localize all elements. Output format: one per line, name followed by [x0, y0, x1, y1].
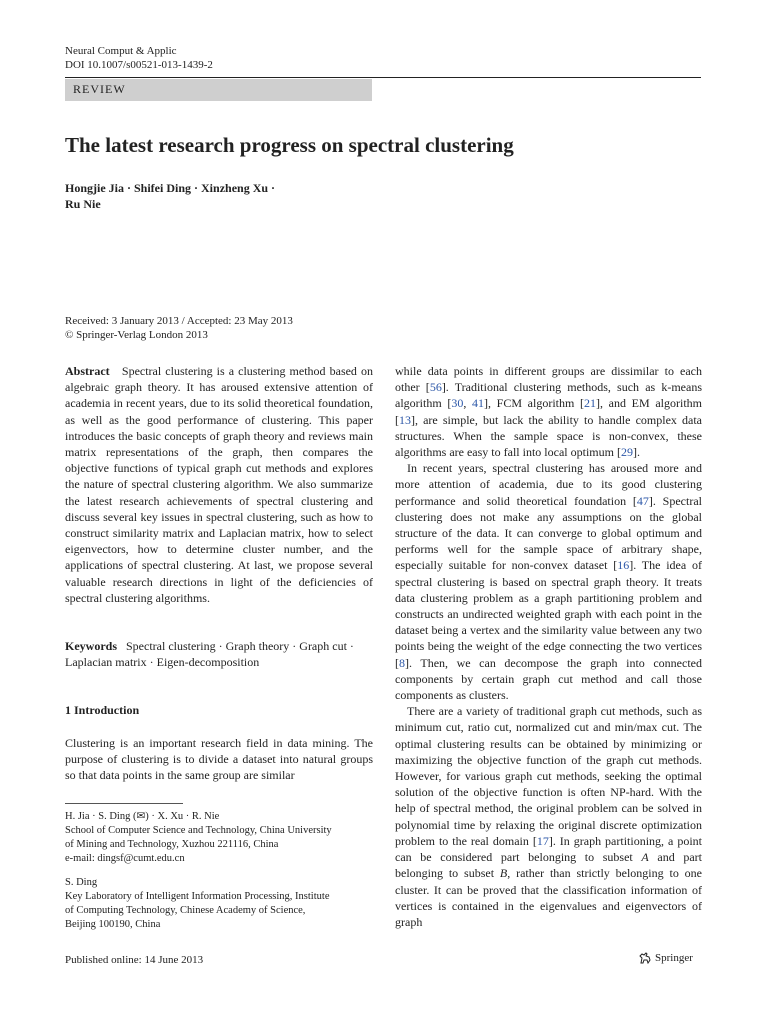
author-list [65, 180, 275, 212]
abstract [65, 363, 373, 606]
affiliation-2-name: S. Ding [65, 877, 98, 888]
affiliation-1-line-1: School of Computer Science and Technology, China University [65, 825, 332, 836]
right-paragraph-1 [395, 363, 702, 460]
right-column [395, 363, 702, 930]
publisher-logo [638, 951, 693, 965]
text-run: ], are simple, but lack the ability to handle complex data structures. When the sample space is non-convex, these algorithms are easy to fall into local optimum [ [395, 412, 702, 460]
affiliation-1-email[interactable]: e-mail: dingsf@cumt.edu.cn [65, 853, 185, 864]
text-run: ]. The idea of spectral clustering is based on spectral graph theory. It treats data clustering problem as a graph partitioning problem and constructs an undirected weighted graph with each point in the dataset being a vertex and the similarity value between any two points being the weight of the edge connecting the two vertices [ [395, 558, 702, 670]
text-run: In recent years, spectral clustering has aroused more and more attention of academia, due to its good clustering performance and solid theoretical foundation [ [395, 461, 702, 508]
copyright: © Springer-Verlag London 2013 [65, 329, 208, 341]
text-run: , rather than strictly belonging to one cluster. It can be proved that the classification information of vertices is contained in the eigenvalues and eigenvectors of graph [395, 866, 703, 929]
text-run: and part belonging to subset [395, 850, 702, 881]
springer-horse-icon [638, 951, 652, 965]
subset-b: B [499, 866, 508, 881]
text-run: ]. In graph partitioning, a point can be considered part belonging to subset [395, 833, 702, 865]
abstract-label: Abstract [65, 364, 110, 378]
paper-title: The latest research progress on spectral clustering [65, 133, 514, 157]
subset-a: A [641, 850, 649, 865]
header-rule [65, 77, 701, 78]
section-heading-introduction: 1 Introduction [65, 703, 140, 717]
author-line-1: Hongjie Jia · Shifei Ding · Xinzheng Xu · [65, 181, 276, 195]
keywords-label: Keywords [65, 639, 117, 653]
text-run: ]. Then, we can decompose the graph into connected components by certain graph cut method and call those components as clusters. [395, 655, 702, 703]
publisher-name: Springer [655, 952, 693, 964]
citation-link[interactable]: 30 [451, 396, 464, 411]
citation-link[interactable]: 16 [617, 558, 630, 573]
right-paragraph-3 [395, 703, 702, 930]
journal-name: Neural Comput & Applic [65, 45, 177, 57]
author-line-2: Ru Nie [65, 197, 101, 211]
citation-link[interactable]: 21 [584, 396, 597, 411]
citation-link[interactable]: 56 [429, 380, 442, 395]
affiliation-footnote-1 [65, 810, 332, 866]
citation-link[interactable]: 8 [399, 655, 405, 670]
text-run: ]. [632, 445, 640, 460]
affiliation-1-line-2: of Mining and Technology, Xuzhou 221116, China [65, 839, 279, 850]
citation-link[interactable]: 41 [472, 396, 484, 411]
affiliation-2-line-1: Key Laboratory of Intelligent Information Processing, Institute [65, 891, 330, 902]
text-run: , [463, 396, 472, 411]
citation-link[interactable]: 29 [620, 445, 633, 460]
text-run: ]. Traditional clustering methods, such as k-means algorithm [ [395, 380, 702, 411]
received-accepted: Received: 3 January 2013 / Accepted: 23 May 2013 [65, 315, 293, 327]
doi: DOI 10.1007/s00521-013-1439-2 [65, 59, 213, 71]
citation-link[interactable]: 47 [636, 493, 649, 508]
keywords [65, 638, 373, 670]
right-paragraph-2 [395, 460, 702, 703]
affiliation-footnote-2 [65, 876, 329, 932]
affiliation-1-names: H. Jia · S. Ding (✉) · X. Xu · R. Nie [65, 811, 220, 822]
footnote-rule [65, 803, 183, 804]
section-label: REVIEW [73, 82, 126, 96]
introduction-text [65, 735, 373, 784]
text-run: ], FCM algorithm [ [484, 396, 585, 411]
abstract-text: Spectral clustering is a clustering method based on algebraic graph theory. It has aroused extensive attention of academia in recent years, due to its solid theoretical foundation, as well as the good performance of clustering. This paper introduces the basic concepts of graph theory and reviews main matrix representations of the graph, then compares the objective functions of typical graph cut methods and explores the nature of spectral clustering algorithm. We also summarize the latest research achievements of spectral clustering and discuss several key issues in spectral clustering, such as how to construct similarity matrix and Laplacian matrix, how to select eigenvectors, how to determine cluster number, and the applications of spectral clustering. At last, we propose several valuable research directions in light of the deficiencies of spectral clustering algorithms. [65, 364, 374, 605]
text-run: ]. Spectral clustering does not make any assumptions on the global structure of the data. It can converge to global optimum and performs well for the sample space of arbitrary shape, especially suitable for non-convex dataset [ [395, 493, 702, 573]
affiliation-2-line-3: Beijing 100190, China [65, 919, 161, 930]
intro-paragraph: Clustering is an important research field in data mining. The purpose of clustering is to divide a dataset into natural groups so that data points in the same group are similar [65, 736, 373, 783]
citation-link[interactable]: 13 [399, 412, 411, 427]
citation-link[interactable]: 17 [536, 833, 549, 848]
published-online: Published online: 14 June 2013 [65, 954, 204, 966]
affiliation-2-line-2: of Computing Technology, Chinese Academy of Science, [65, 905, 306, 916]
text-run: ], and EM algorithm [ [395, 396, 703, 427]
keywords-text: Spectral clustering · Graph theory · Graph cut · Laplacian matrix · Eigen-decomposition [65, 639, 354, 670]
text-run: There are a variety of traditional graph cut methods, such as minimum cut, ratio cut, normalized cut and min/max cut. The optimal clustering results can be obtained by minimizing or maximizing the objective function of the graph cut methods. However, for various graph cut methods, seeking the optimal solution of the objective function is often NP-hard. With the help of spectral method, the original problem can be solved in polynomial time by relaxing the original discrete optimization problem to the real domain [ [395, 704, 702, 848]
text-run: while data points in different groups are dissimilar to each other [ [395, 364, 702, 395]
